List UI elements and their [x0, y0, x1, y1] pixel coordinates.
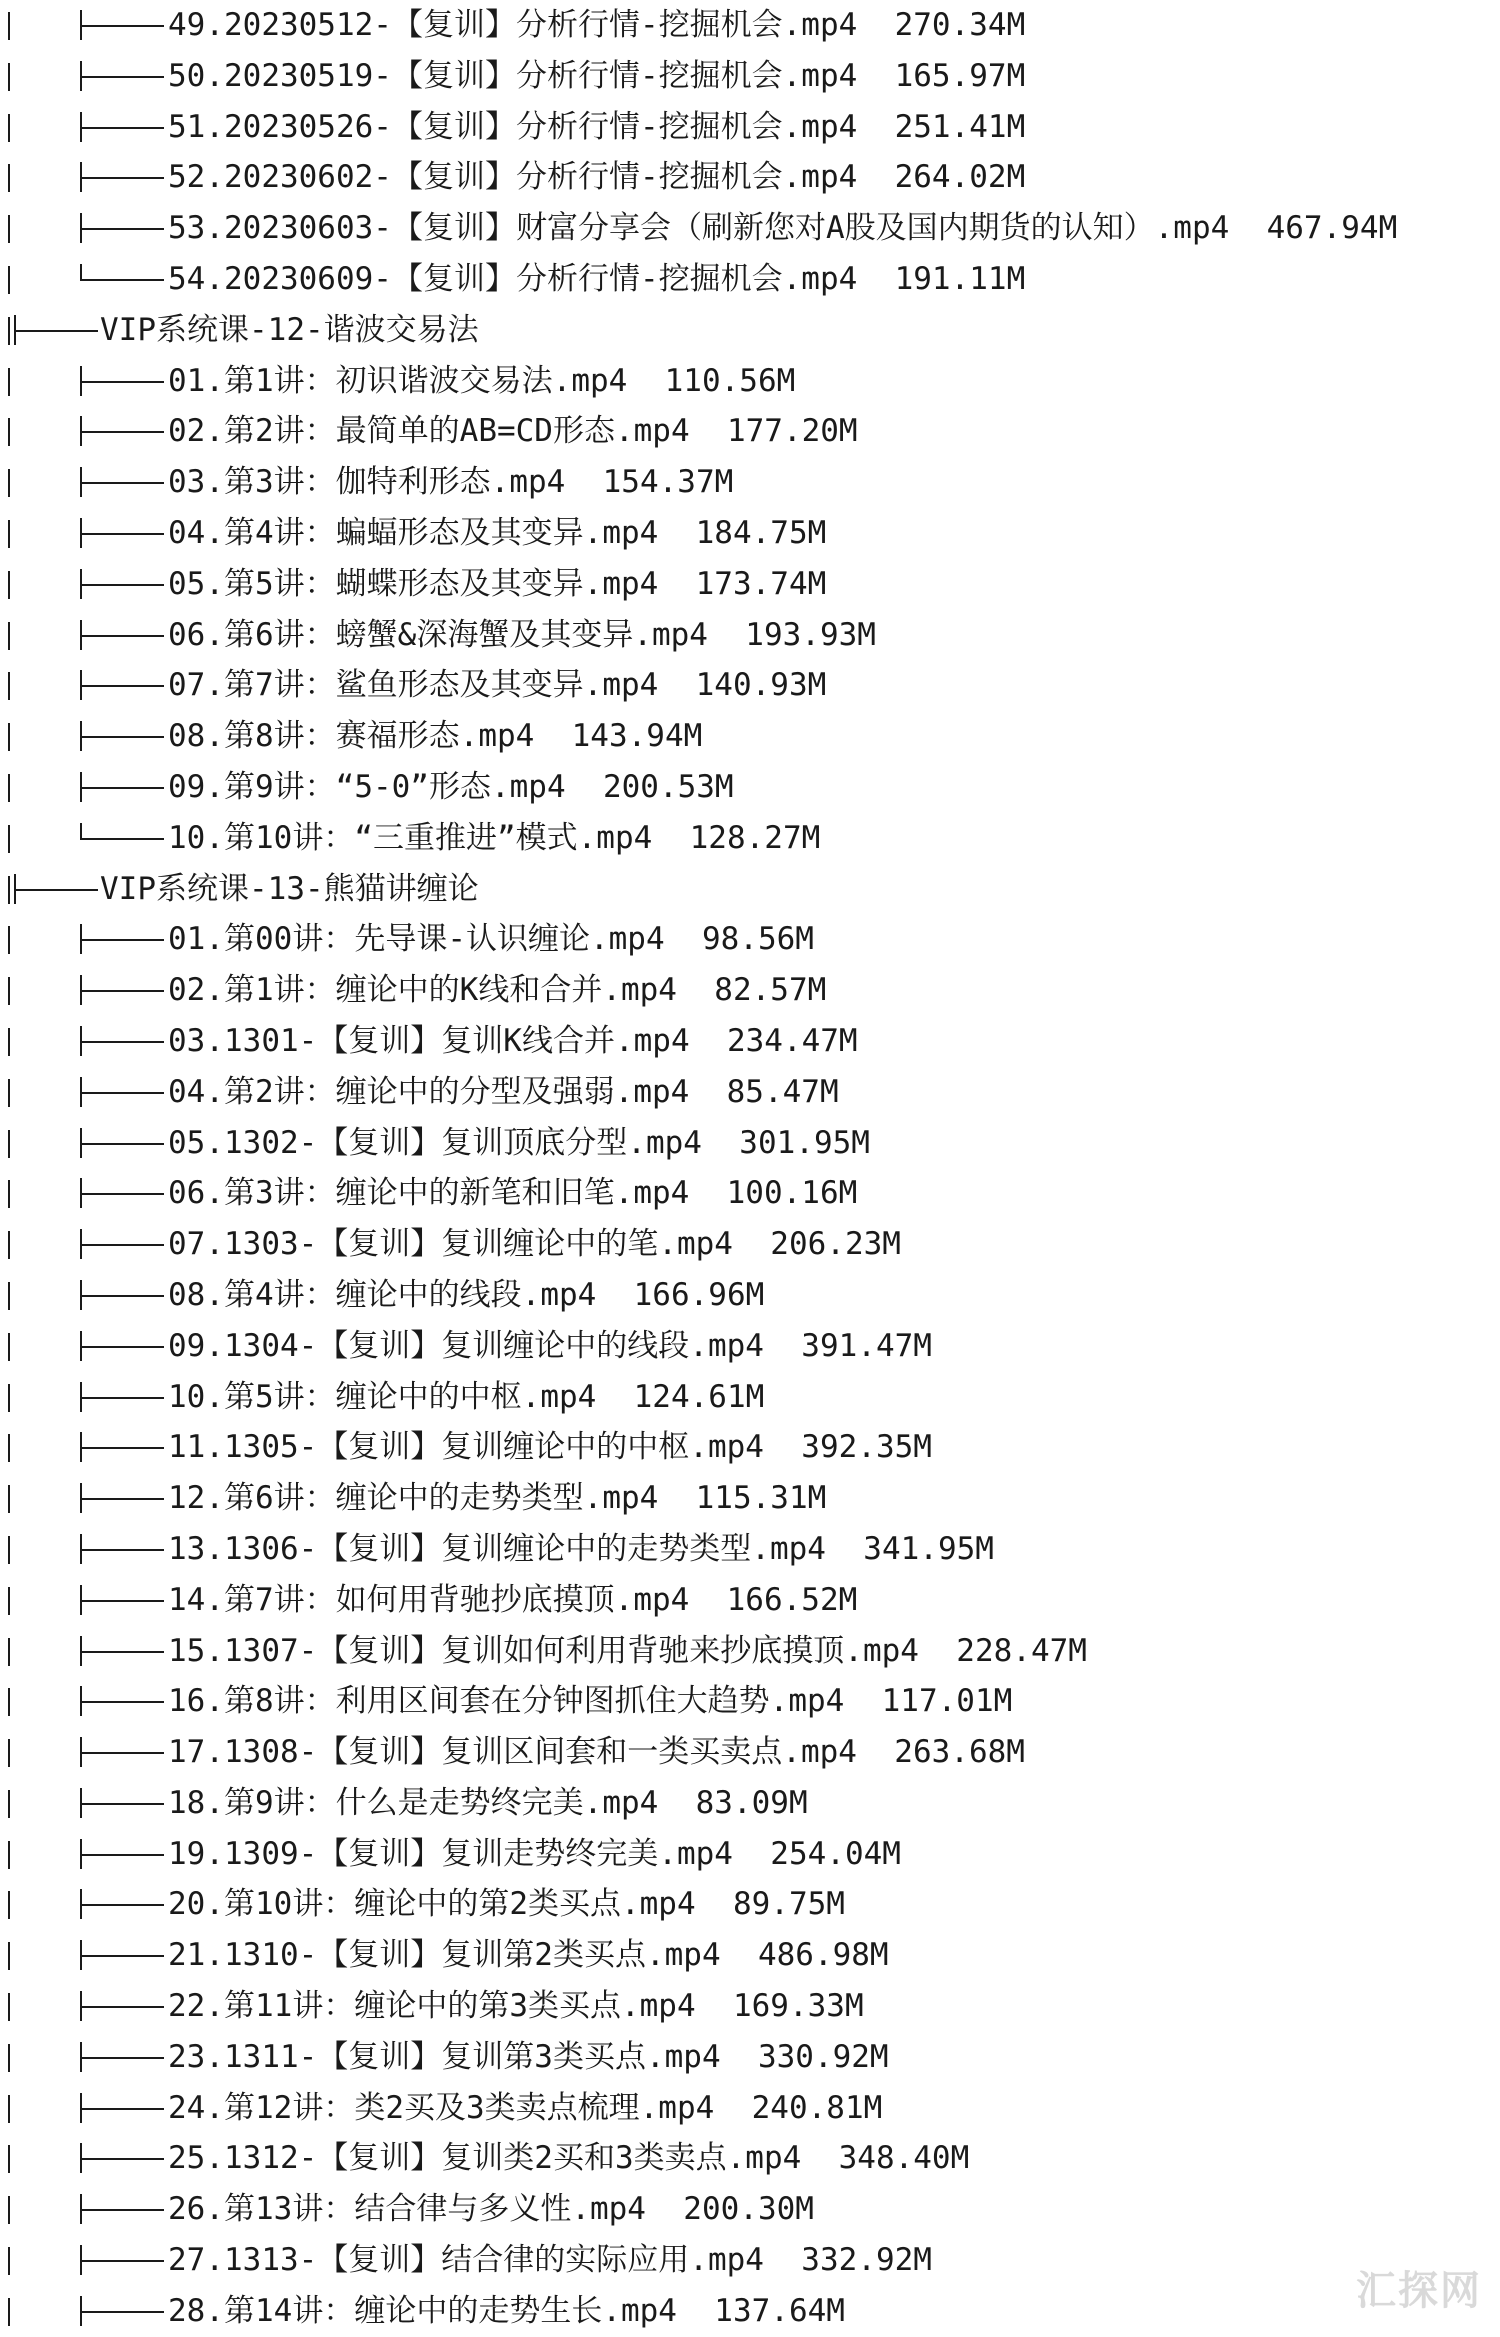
- tree-file-row: [0, 965, 1500, 1016]
- tree-guide-line: [8, 2196, 10, 2224]
- tree-branch: [80, 569, 166, 599]
- tree-file-row: [0, 1879, 1500, 1930]
- tree-guide-line: [8, 520, 10, 548]
- tree-guide-line: [8, 876, 10, 904]
- tree-folder-row: [0, 864, 1500, 915]
- tree-branch: [80, 1229, 166, 1259]
- tree-guide-line: [8, 1130, 10, 1158]
- tree-guide-line: [8, 63, 10, 91]
- tree-branch: [80, 518, 166, 548]
- tree-file-row: [0, 1372, 1500, 1423]
- tree-file-row: [0, 254, 1500, 305]
- tree-guide-line: [8, 977, 10, 1005]
- tree-file-row: [0, 1321, 1500, 1372]
- file-name: 11.1305-【复训】复训缠论中的中枢.mp4 392.35M: [168, 1429, 932, 1466]
- tree-branch: [80, 2245, 166, 2275]
- tree-guide-line: [8, 1028, 10, 1056]
- tree-guide-line: [8, 469, 10, 497]
- file-name: 12.第6讲：缠论中的走势类型.mp4 115.31M: [168, 1480, 827, 1517]
- file-name: 15.1307-【复训】复训如何利用背驰来抄底摸顶.mp4 228.47M: [168, 1632, 1087, 1669]
- tree-branch: [80, 772, 166, 802]
- tree-file-row: [0, 2083, 1500, 2134]
- tree-file-row: [0, 1676, 1500, 1727]
- tree-branch: [80, 162, 166, 192]
- file-name: 25.1312-【复训】复训类2买和3类卖点.mp4 348.40M: [168, 2140, 970, 2177]
- file-name: 04.第2讲：缠论中的分型及强弱.mp4 85.47M: [168, 1073, 839, 1110]
- file-name: 21.1310-【复训】复训第2类买点.mp4 486.98M: [168, 1937, 889, 1974]
- tree-branch: [80, 2143, 166, 2173]
- tree-file-row: [0, 1270, 1500, 1321]
- tree-file-row: [0, 1067, 1500, 1118]
- tree-branch: [80, 1686, 166, 1716]
- tree-guide-line: [8, 1180, 10, 1208]
- tree-guide-line: [8, 825, 10, 853]
- file-name: 13.1306-【复训】复训缠论中的走势类型.mp4 341.95M: [168, 1530, 994, 1567]
- tree-guide-line: [8, 774, 10, 802]
- tree-branch-last: [80, 264, 166, 294]
- file-name: 22.第11讲：缠论中的第3类买点.mp4 169.33M: [168, 1988, 864, 2025]
- file-name: 01.第1讲：初识谐波交易法.mp4 110.56M: [168, 362, 796, 399]
- tree-branch: [80, 1636, 166, 1666]
- tree-branch: [80, 1940, 166, 1970]
- file-name: 17.1308-【复训】复训区间套和一类买卖点.mp4 263.68M: [168, 1734, 1025, 1771]
- tree-folder-row: [0, 305, 1500, 356]
- file-name: 23.1311-【复训】复训第3类买点.mp4 330.92M: [168, 2038, 889, 2075]
- file-name: 10.第5讲：缠论中的中枢.mp4 124.61M: [168, 1378, 765, 1415]
- watermark-logo: 汇探网: [1356, 2268, 1482, 2314]
- file-name: 09.第9讲：“5-0”形态.mp4 200.53M: [168, 768, 734, 805]
- tree-guide-line: [8, 2145, 10, 2173]
- file-name: 26.第13讲：结合律与多义性.mp4 200.30M: [168, 2191, 814, 2228]
- tree-guide-line: [8, 1942, 10, 1970]
- file-name: 27.1313-【复训】结合律的实际应用.mp4 332.92M: [168, 2242, 932, 2279]
- file-name: 01.第00讲：先导课-认识缠论.mp4 98.56M: [168, 921, 814, 958]
- tree-branch: [80, 1991, 166, 2021]
- tree-branch: [80, 1889, 166, 1919]
- tree-branch: [80, 1128, 166, 1158]
- tree-branch: [80, 2042, 166, 2072]
- tree-file-row: [0, 1930, 1500, 1981]
- tree-file-row: [0, 406, 1500, 457]
- tree-guide-line: [8, 1231, 10, 1259]
- tree-guide-line: [8, 1638, 10, 1666]
- tree-guide-line: [8, 1079, 10, 1107]
- tree-file-row: [0, 762, 1500, 813]
- tree-guide-line: [8, 1485, 10, 1513]
- tree-file-row: [0, 51, 1500, 102]
- file-name: 08.第4讲：缠论中的线段.mp4 166.96M: [168, 1276, 765, 1313]
- file-name: 06.第3讲：缠论中的新笔和旧笔.mp4 100.16M: [168, 1175, 858, 1212]
- tree-file-row: [0, 1219, 1500, 1270]
- tree-branch: [80, 1280, 166, 1310]
- file-name: 03.第3讲：伽特利形态.mp4 154.37M: [168, 464, 734, 501]
- tree-guide-line: [8, 12, 10, 40]
- tree-guide-line: [8, 2095, 10, 2123]
- tree-file-row: [0, 0, 1500, 51]
- tree-branch: [80, 1483, 166, 1513]
- tree-file-row: [0, 508, 1500, 559]
- tree-branch: [80, 721, 166, 751]
- file-name: 04.第4讲：蝙蝠形态及其变异.mp4 184.75M: [168, 514, 827, 551]
- file-name: 07.1303-【复训】复训缠论中的笔.mp4 206.23M: [168, 1226, 901, 1263]
- file-name: 02.第2讲：最简单的AB=CD形态.mp4 177.20M: [168, 413, 858, 450]
- tree-branch: [80, 61, 166, 91]
- file-name: 16.第8讲：利用区间套在分钟图抓住大趋势.mp4 117.01M: [168, 1683, 1013, 1720]
- file-name: 05.1302-【复训】复训顶底分型.mp4 301.95M: [168, 1124, 870, 1161]
- tree-file-row: [0, 1575, 1500, 1626]
- tree-file-row: [0, 203, 1500, 254]
- tree-guide-line: [8, 1688, 10, 1716]
- tree-branch: [80, 213, 166, 243]
- tree-file-row: [0, 813, 1500, 864]
- tree-branch: [80, 1839, 166, 1869]
- tree-branch: [80, 620, 166, 650]
- tree-guide-line: [8, 266, 10, 294]
- file-name: 28.第14讲：缠论中的走势生长.mp4 137.64M: [168, 2292, 845, 2329]
- file-name: 08.第8讲：赛福形态.mp4 143.94M: [168, 718, 703, 755]
- tree-file-row: [0, 1524, 1500, 1575]
- tree-branch: [80, 1026, 166, 1056]
- tree-file-row: [0, 559, 1500, 610]
- tree-file-row: [0, 1473, 1500, 1524]
- tree-file-row: [0, 914, 1500, 965]
- file-name: 24.第12讲：类2买及3类卖点梳理.mp4 240.81M: [168, 2089, 883, 2126]
- file-name: 06.第6讲：螃蟹&深海蟹及其变异.mp4 193.93M: [168, 616, 876, 653]
- tree-branch: [80, 975, 166, 1005]
- tree-branch: [80, 670, 166, 700]
- tree-file-row: [0, 2032, 1500, 2083]
- tree-branch: [80, 1432, 166, 1462]
- tree-guide-line: [8, 418, 10, 446]
- tree-branch: [80, 1178, 166, 1208]
- tree-guide-line: [8, 1993, 10, 2021]
- tree-file-row: [0, 2184, 1500, 2235]
- file-name: 18.第9讲：什么是走势终完美.mp4 83.09M: [168, 1784, 808, 1821]
- tree-guide-line: [8, 1587, 10, 1615]
- tree-guide-line: [8, 1790, 10, 1818]
- tree-branch: [80, 112, 166, 142]
- file-name: 07.第7讲：鲨鱼形态及其变异.mp4 140.93M: [168, 667, 827, 704]
- tree-branch: [80, 2296, 166, 2326]
- tree-branch: [80, 924, 166, 954]
- tree-guide-line: [8, 1841, 10, 1869]
- folder-name: VIP系统课-12-谐波交易法: [100, 311, 479, 348]
- tree-file-row: [0, 1118, 1500, 1169]
- tree-file-row: [0, 2133, 1500, 2184]
- tree-branch-last: [80, 823, 166, 853]
- tree-guide-line: [8, 215, 10, 243]
- tree-branch: [80, 1534, 166, 1564]
- tree-branch: [80, 467, 166, 497]
- tree-branch: [80, 10, 166, 40]
- file-name: 20.第10讲：缠论中的第2类买点.mp4 89.75M: [168, 1886, 845, 1923]
- tree-branch: [80, 1331, 166, 1361]
- file-name: 09.1304-【复训】复训缠论中的线段.mp4 391.47M: [168, 1327, 932, 1364]
- tree-branch: [80, 2093, 166, 2123]
- file-name: 50.20230519-【复训】分析行情-挖掘机会.mp4 165.97M: [168, 57, 1026, 94]
- tree-file-row: [0, 2286, 1500, 2337]
- tree-guide-line: [8, 1282, 10, 1310]
- tree-file-row: [0, 457, 1500, 508]
- tree-branch: [80, 1737, 166, 1767]
- tree-file-row: [0, 1727, 1500, 1778]
- tree-guide-line: [8, 1384, 10, 1412]
- tree-file-row: [0, 1168, 1500, 1219]
- tree-guide-line: [8, 1891, 10, 1919]
- tree-guide-line: [8, 164, 10, 192]
- file-name: 49.20230512-【复训】分析行情-挖掘机会.mp4 270.34M: [168, 7, 1026, 43]
- tree-guide-line: [8, 368, 10, 396]
- tree-file-row: [0, 2235, 1500, 2286]
- tree-branch: [80, 1077, 166, 1107]
- tree-guide-line: [8, 1739, 10, 1767]
- tree-guide-line: [8, 317, 10, 345]
- tree-branch: [80, 1382, 166, 1412]
- file-name: 03.1301-【复训】复训K线合并.mp4 234.47M: [168, 1022, 858, 1059]
- file-name: 51.20230526-【复训】分析行情-挖掘机会.mp4 251.41M: [168, 108, 1026, 145]
- tree-guide-line: [8, 571, 10, 599]
- tree-branch: [80, 2194, 166, 2224]
- folder-name: VIP系统课-13-熊猫讲缠论: [100, 870, 479, 907]
- tree-file-row: [0, 1829, 1500, 1880]
- tree-branch: [14, 874, 100, 904]
- tree-file-row: [0, 1422, 1500, 1473]
- tree-guide-line: [8, 2044, 10, 2072]
- tree-file-row: [0, 102, 1500, 153]
- tree-guide-line: [8, 622, 10, 650]
- tree-file-row: [0, 660, 1500, 711]
- file-name: 54.20230609-【复训】分析行情-挖掘机会.mp4 191.11M: [168, 260, 1026, 297]
- file-name: 52.20230602-【复训】分析行情-挖掘机会.mp4 264.02M: [168, 159, 1026, 196]
- tree-file-row: [0, 1981, 1500, 2032]
- tree-branch: [80, 366, 166, 396]
- tree-guide-line: [8, 114, 10, 142]
- tree-branch: [14, 315, 100, 345]
- tree-guide-line: [8, 672, 10, 700]
- tree-guide-line: [8, 2247, 10, 2275]
- tree-guide-line: [8, 1333, 10, 1361]
- tree-file-row: [0, 356, 1500, 407]
- file-name: 53.20230603-【复训】财富分享会（刷新您对A股及国内期货的认知）.mp4 467.94M: [168, 210, 1398, 247]
- tree-file-row: [0, 152, 1500, 203]
- tree-branch: [80, 1788, 166, 1818]
- tree-guide-line: [8, 1434, 10, 1462]
- tree-guide-line: [8, 926, 10, 954]
- tree-branch: [80, 1585, 166, 1615]
- tree-file-row: [0, 711, 1500, 762]
- tree-guide-line: [8, 1536, 10, 1564]
- tree-file-row: [0, 1016, 1500, 1067]
- tree-guide-line: [8, 723, 10, 751]
- file-name: 14.第7讲：如何用背驰抄底摸顶.mp4 166.52M: [168, 1581, 858, 1618]
- tree-file-row: [0, 1778, 1500, 1829]
- tree-branch: [80, 416, 166, 446]
- file-name: 10.第10讲：“三重推进”模式.mp4 128.27M: [168, 819, 821, 856]
- file-name: 05.第5讲：蝴蝶形态及其变异.mp4 173.74M: [168, 565, 827, 602]
- file-name: 02.第1讲：缠论中的K线和合并.mp4 82.57M: [168, 972, 827, 1009]
- file-name: 19.1309-【复训】复训走势终完美.mp4 254.04M: [168, 1835, 901, 1872]
- tree-file-row: [0, 610, 1500, 661]
- tree-file-row: [0, 1626, 1500, 1677]
